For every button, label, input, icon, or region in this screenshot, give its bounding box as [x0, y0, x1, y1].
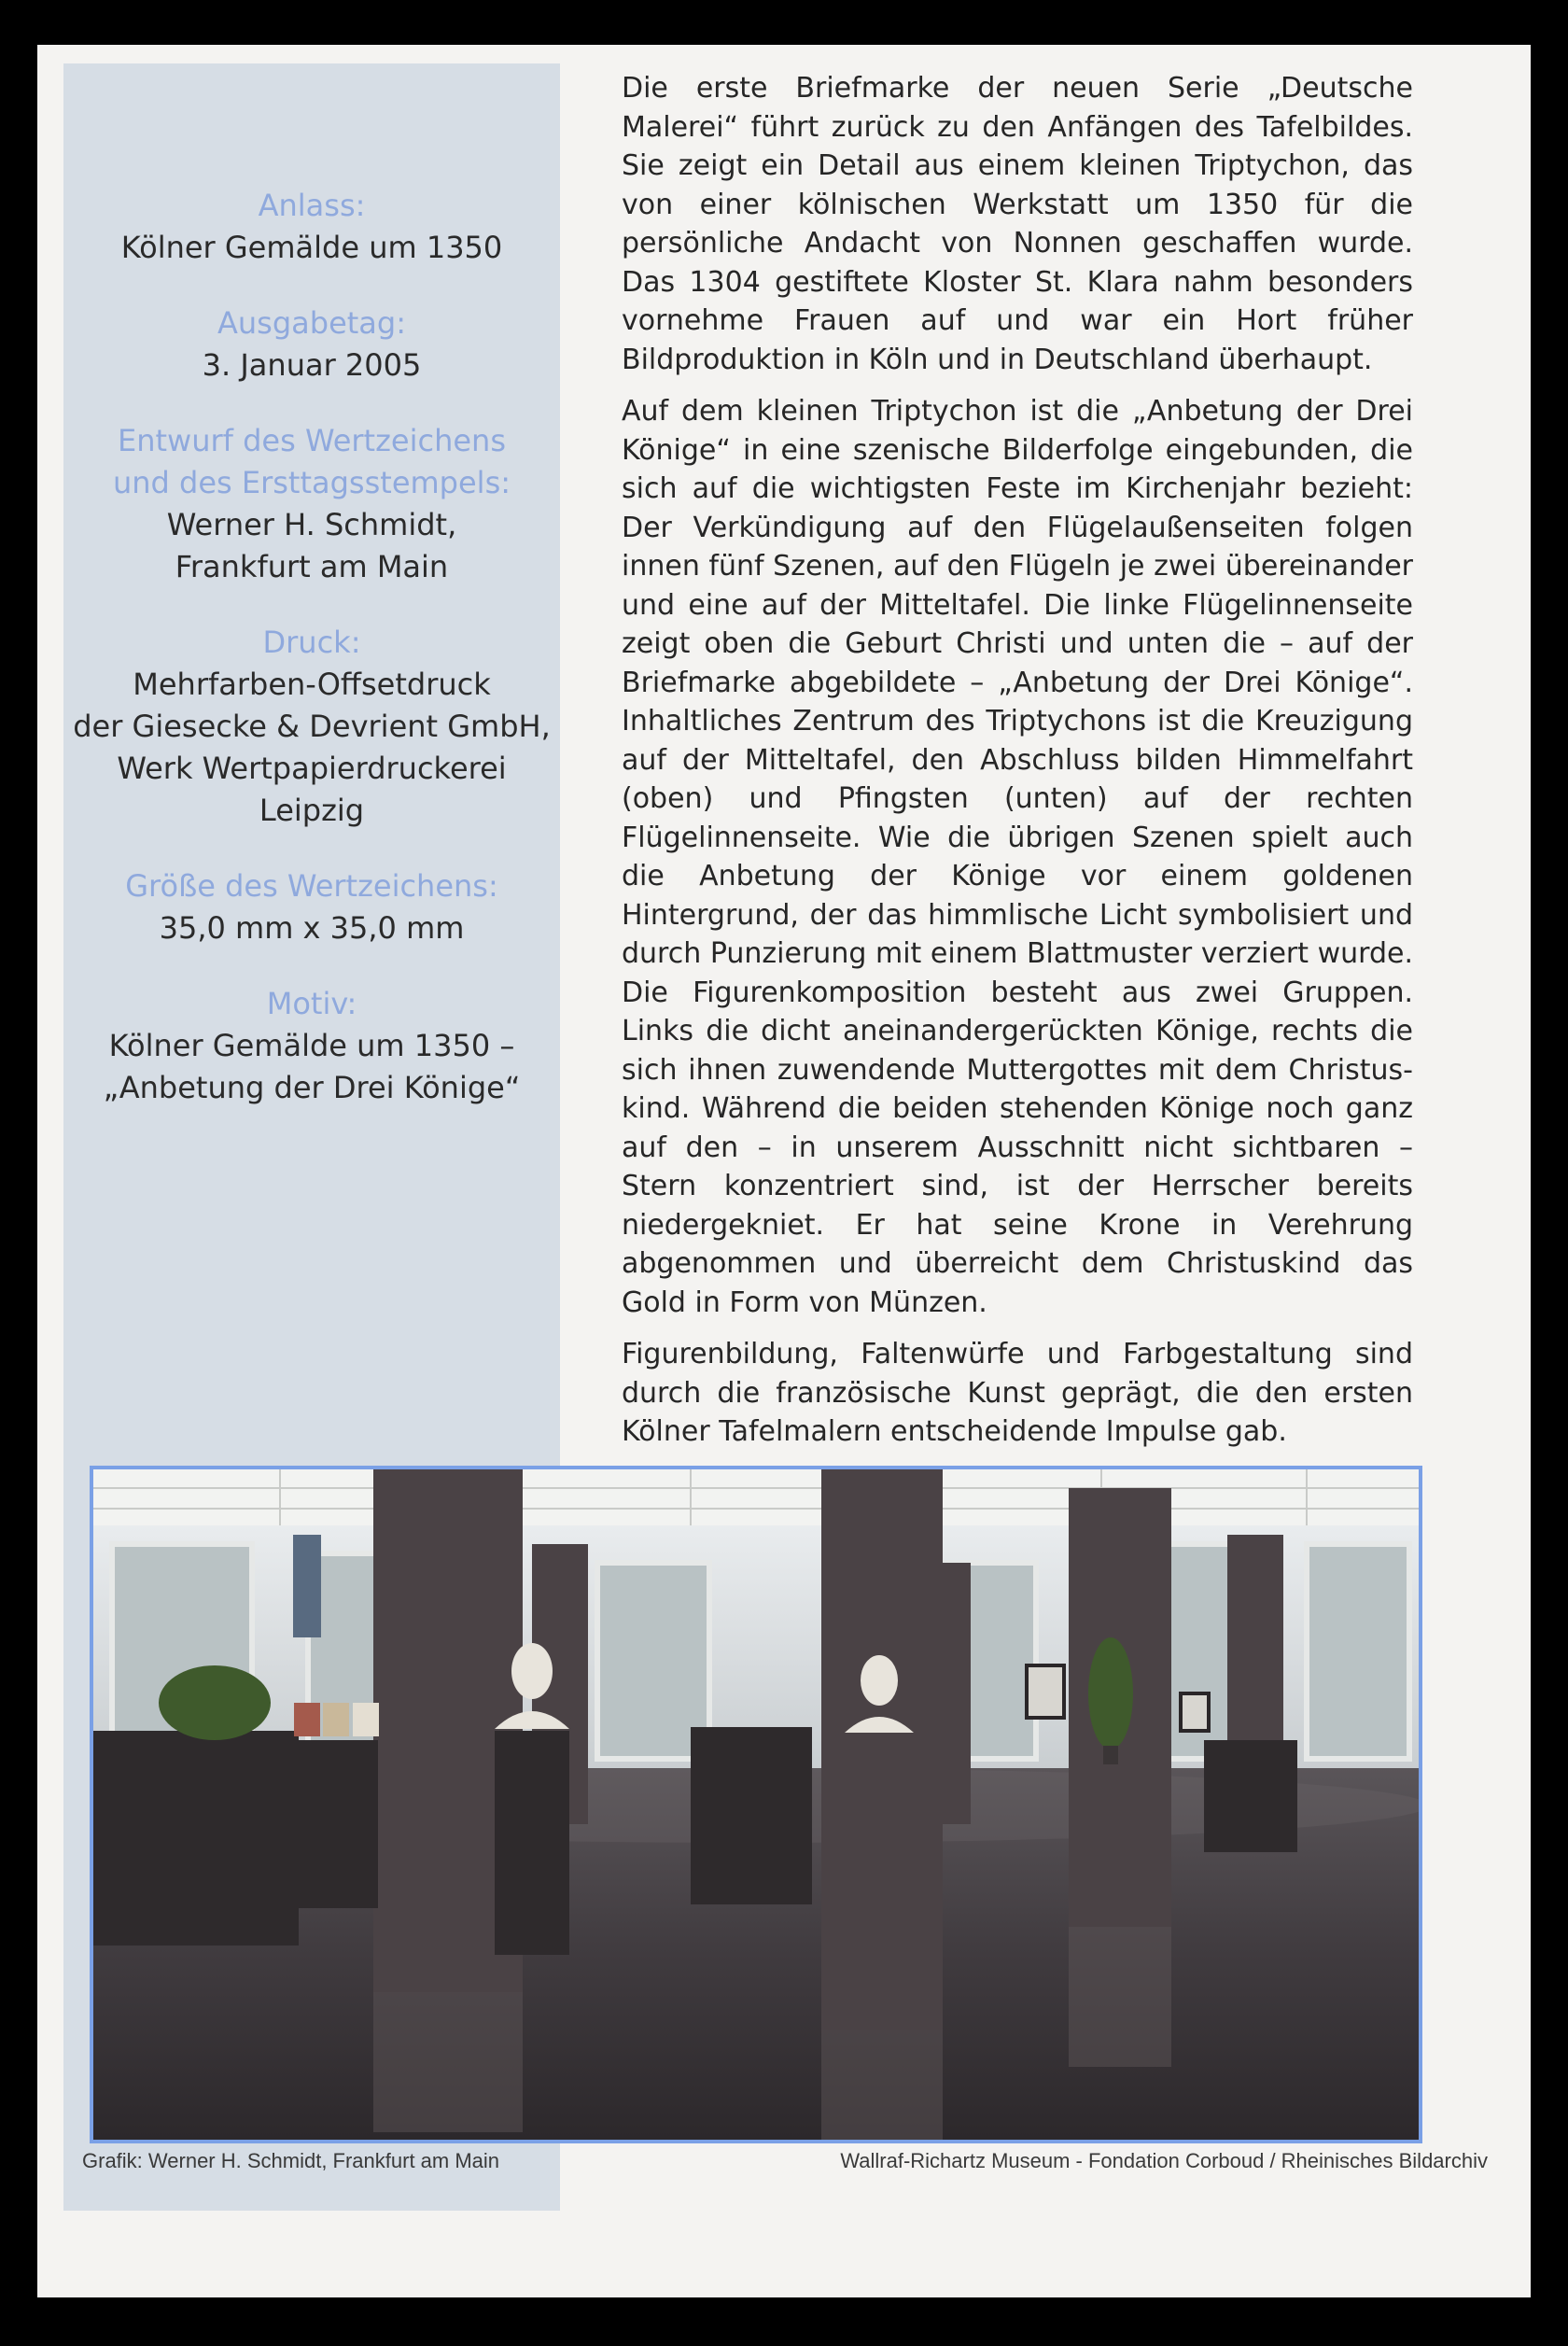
- field-anlass: [63, 185, 560, 269]
- caption-graphic-credit: Grafik: Werner H. Schmidt, Frankfurt am Main: [82, 2149, 500, 2172]
- value-line: „Anbetung der Drei Könige“: [103, 1070, 521, 1105]
- label-line: Entwurf des Wertzeichens: [118, 423, 506, 458]
- field-value: [63, 344, 560, 386]
- field-value: [63, 907, 560, 949]
- field-value: [63, 227, 560, 269]
- field-label: [63, 185, 560, 227]
- value-line: Kölner Gemälde um 1350 –: [108, 1028, 515, 1063]
- field-value: [63, 504, 560, 588]
- field-motiv: [63, 983, 560, 1109]
- field-entwurf: [63, 420, 560, 588]
- article-paragraph: Auf dem kleinen Triptychon ist die „Anbetung der Drei Könige“ in eine szenische Bilderfolge eingebunden, die sich auf die wichtigsten Feste im Kirchenjahr bezieht: Der Verkündigung auf den Flügelaußenseiten folgen innen fünf Szenen, auf den Flügeln je zwei übereinander und eine auf der Mitteltafel. Die linke Flügelinnenseite zeigt oben die Geburt Christi und unten die – auf der Briefmarke abgebildete – „Anbetung der Drei Könige“. Inhaltliches Zentrum des Triptychons ist die Kreuzigung auf der Mitteltafel, den Abschluss bilden Himmelfahrt (oben) und Pfingsten (unten) auf der rechten Flügelinnenseite. Wie die übrigen Szenen spielt auch die Anbetung der Könige vor einem goldenen Hintergrund, der das himmlische Licht symbolisiert und durch Punzierung mit einem Blattmuster verziert wurde. Die Figurenkomposition besteht aus zwei Gruppen. Links die dicht aneinandergerückten Könige, rechts die sich ihnen zuwendende Muttergottes mit dem Christuskind. Während die beiden stehenden Könige noch ganz auf den – in unserem Ausschnitt nicht sichtbaren – Stern konzentriert sind, ist der Herrscher bereits niedergekniet. Er hat seine Krone in Verehrung abgenommen und überreicht dem Christuskind das Gold in Form von Münzen.: [622, 395, 1413, 1319]
- label-line: Druck:: [262, 625, 361, 660]
- value-line: Frankfurt am Main: [175, 549, 449, 584]
- field-groesse: [63, 865, 560, 949]
- value-line: Werk Wertpapierdruckerei: [117, 751, 507, 786]
- field-value: [63, 1025, 560, 1109]
- label-line: Ausgabetag:: [217, 305, 406, 341]
- field-value: [63, 664, 560, 832]
- label-line: und des Ersttagsstempels:: [112, 465, 511, 500]
- label-line: Motiv:: [266, 986, 357, 1021]
- museum-hall-illustration: [93, 1469, 1419, 2140]
- article-paragraph: Figurenbildung, Faltenwürfe und Farbgestaltung sind durch die französische Kunst geprägt, die den ersten Kölner Tafelmalern entscheidende Impulse gab.: [622, 1338, 1413, 1448]
- field-label: [63, 865, 560, 907]
- field-ausgabetag: [63, 302, 560, 386]
- value-line: 3. Januar 2005: [202, 347, 422, 383]
- value-line: Mehrfarben-Offsetdruck: [133, 667, 491, 702]
- field-label: [63, 983, 560, 1025]
- value-line: der Giesecke & Devrient GmbH,: [73, 709, 551, 744]
- value-line: Leipzig: [259, 793, 365, 828]
- label-line: Anlass:: [258, 188, 366, 223]
- label-line: Größe des Wertzeichens:: [125, 868, 498, 904]
- museum-hall-photo: [90, 1466, 1422, 2143]
- value-line: 35,0 mm x 35,0 mm: [159, 910, 465, 946]
- value-line: Kölner Gemälde um 1350: [120, 230, 503, 265]
- field-label: [63, 420, 560, 504]
- article-paragraph: Die erste Briefmarke der neuen Serie „Deutsche Malerei“ führt zurück zu den Anfängen des Tafelbildes. Sie zeigt ein Detail aus einem kleinen Triptychon, das von einer kölnischen Werkstatt um 1350 für die persönliche Andacht von Nonnen geschaffen wurde. Das 1304 gestiftete Kloster St. Klara nahm besonders vornehme Frauen auf und war ein Hort früher Bildproduktion in Köln und in Deutschland überhaupt.: [622, 72, 1413, 376]
- caption-photo-credit: Wallraf-Richartz Museum - Fondation Corboud / Rheinisches Bildarchiv: [840, 2149, 1488, 2172]
- info-fields: [63, 185, 560, 1143]
- field-label: [63, 622, 560, 664]
- field-label: [63, 302, 560, 344]
- value-line: Werner H. Schmidt,: [166, 507, 457, 542]
- field-druck: [63, 622, 560, 832]
- article-text: [622, 69, 1413, 1465]
